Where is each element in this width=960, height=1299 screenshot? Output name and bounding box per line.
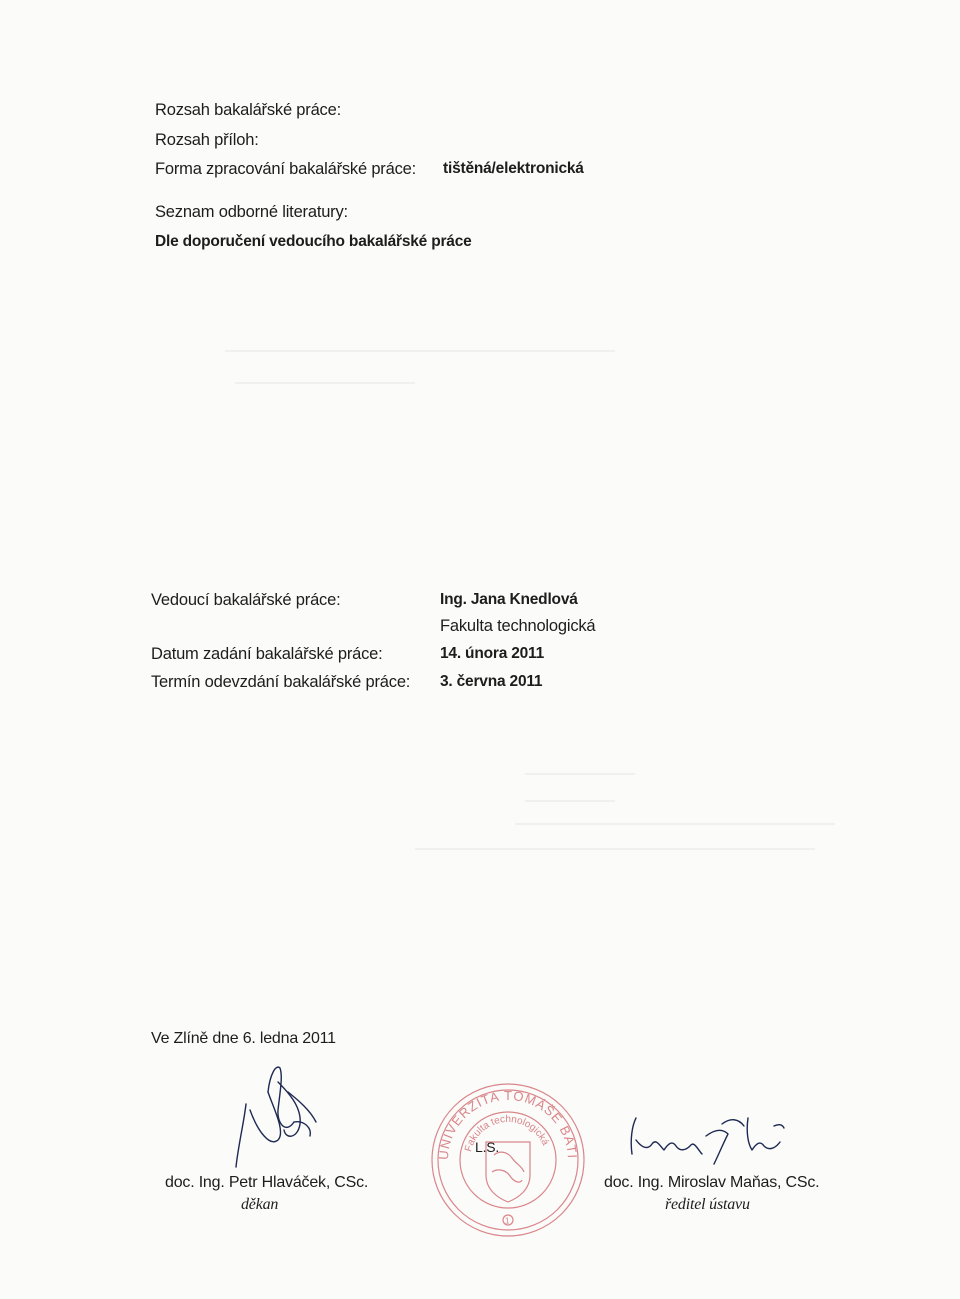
university-stamp [422,1068,588,1240]
dean-signature [228,1062,328,1172]
literature-value: Dle doporučení vedoucího bakalářské práce [155,233,472,250]
director-signature [618,1110,798,1170]
assigned-label: Datum zadání bakalářské práce: [151,645,383,663]
stamp-number: 1 [505,1216,510,1226]
show-through-line [415,848,815,850]
svg-text:UNIVERZITA TOMÁŠE BATI VE ZLÍN [423,1068,580,1160]
show-through-line [235,382,415,384]
appendix-label: Rozsah příloh: [155,131,259,149]
supervisor-faculty: Fakulta technologická [440,617,596,635]
form-value: tištěná/elektronická [443,160,584,177]
stamp-outer-text: UNIVERZITA TOMÁŠE BATI VE ZLÍNĚ [422,1068,581,1161]
dean-name: doc. Ing. Petr Hlaváček, CSc. [165,1174,369,1191]
show-through-line [525,800,615,802]
deadline-value: 3. června 2011 [440,673,543,690]
stamp-label: L.S. [475,1139,500,1155]
form-label: Forma zpracování bakalářské práce: [155,160,416,178]
show-through-line [525,773,635,775]
stamp-inner-text: Fakulta technologická [463,1113,551,1153]
deadline-label: Termín odevzdání bakalářské práce: [151,673,411,691]
assigned-value: 14. února 2011 [440,645,545,662]
dean-role: děkan [241,1196,279,1213]
supervisor-label: Vedoucí bakalářské práce: [151,591,341,609]
director-role: ředitel ústavu [665,1196,750,1213]
show-through-line [515,823,835,825]
literature-label: Seznam odborné literatury: [155,203,348,221]
place-date: Ve Zlíně dne 6. ledna 2011 [151,1030,336,1047]
scope-label: Rozsah bakalářské práce: [155,101,341,119]
supervisor-name: Ing. Jana Knedlová [440,591,578,608]
show-through-line [225,350,615,352]
director-name: doc. Ing. Miroslav Maňas, CSc. [604,1174,820,1191]
